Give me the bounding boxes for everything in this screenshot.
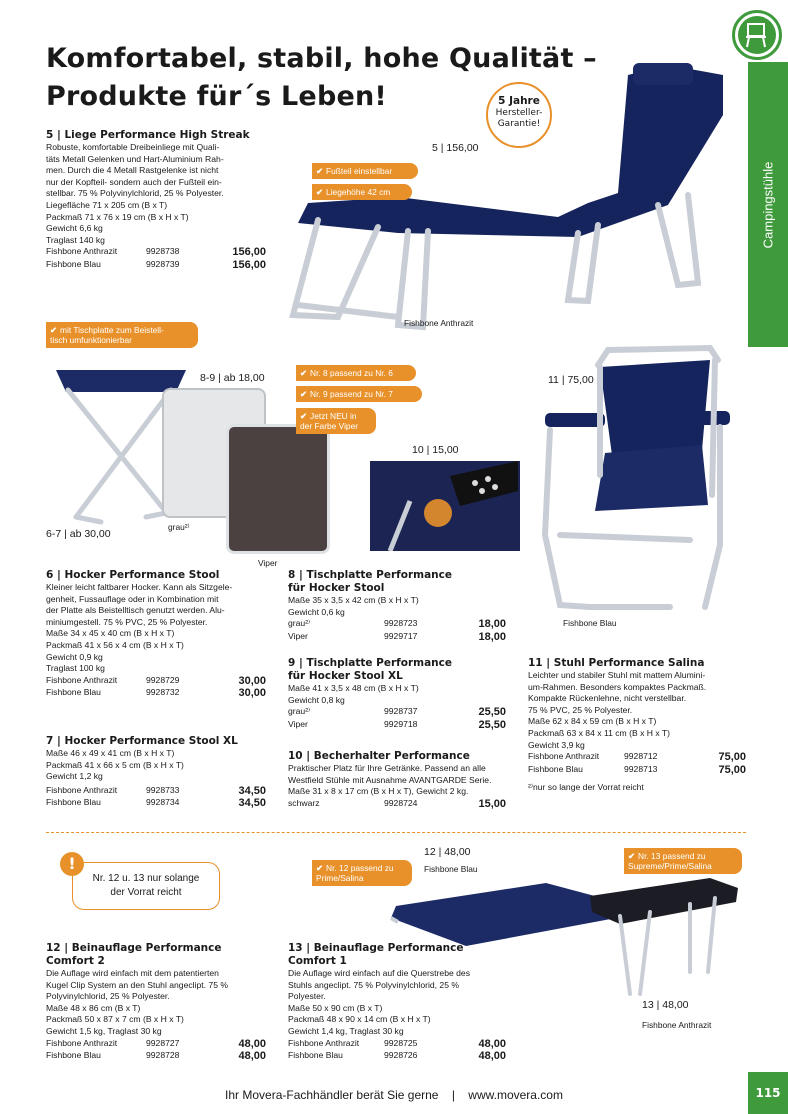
product-13-block	[288, 942, 506, 1063]
price-8-9: 8-9 | ab 18,00	[200, 372, 265, 384]
variant: Fishbone Blau	[46, 687, 101, 698]
variant: Fishbone Anthrazit	[528, 751, 600, 762]
variant: Fishbone Blau	[46, 1050, 101, 1061]
price: 15,00	[478, 797, 506, 810]
desc-line: täts Metall Gelenken und Hart-Aluminium Rah-	[46, 153, 224, 164]
spec-line: Traglast 100 kg	[46, 663, 105, 674]
price: 75,00	[718, 763, 746, 776]
desc-line: men. Durch die 4 Metall Rastgelenke ist nicht	[46, 165, 219, 176]
check-icon: ✔	[50, 325, 58, 335]
footer-text: Ihr Movera-Fachhändler berät Sie gerne	[225, 1088, 439, 1102]
variant: Fishbone Blau	[46, 797, 101, 808]
headline-line-1: Komfortabel, stabil, hohe Qualität –	[46, 43, 597, 74]
tag-text: Nr. 8 passend zu Nr. 6	[310, 368, 393, 378]
product-5-price-label: 5 | 156,00	[432, 142, 479, 154]
article-no: 9928739	[146, 258, 180, 269]
table-row	[288, 719, 506, 732]
table-row	[288, 1050, 506, 1063]
product-9-block	[288, 657, 506, 731]
article-no: 9928737	[384, 706, 418, 717]
tag-nr9	[296, 386, 422, 402]
legrest-13-image	[590, 876, 740, 1001]
price: 48,00	[478, 1037, 506, 1050]
article-no: 9928732	[146, 687, 180, 698]
table-row	[288, 618, 506, 631]
table-row	[46, 785, 266, 798]
table-row	[46, 259, 266, 272]
desc-line: Polyvinylchlorid, 25 % Polyester.	[46, 991, 170, 1002]
cupholder-image	[370, 461, 520, 551]
article-no: 9928734	[146, 797, 180, 808]
article-no: 9928728	[146, 1050, 180, 1061]
spec-line: Maße 46 x 49 x 41 cm (B x H x T)	[46, 748, 175, 758]
price: 75,00	[718, 751, 746, 764]
spec-line: Packmaß 71 x 76 x 19 cm (B x H x T)	[46, 211, 189, 222]
tag-text: Prime/Salina	[316, 873, 364, 883]
product-5-title: 5 | Liege Performance High Streak	[46, 129, 250, 141]
page-number: 115	[748, 1072, 788, 1114]
notice-line-2: der Vorrat reicht	[110, 887, 182, 898]
table-row	[288, 631, 506, 644]
desc-line: Maße 31 x 8 x 17 cm (B x H x T), Gewicht 2 kg.	[288, 786, 469, 797]
tag-nr8	[296, 365, 416, 381]
check-icon: ✔	[300, 368, 308, 378]
product-5-caption: Fishbone Anthrazit	[404, 318, 474, 328]
price: 18,00	[478, 630, 506, 643]
check-icon: ✔	[316, 187, 324, 197]
price: 48,00	[478, 1050, 506, 1063]
product-11-block	[528, 657, 746, 794]
product-5-block	[46, 129, 266, 271]
category-side-tab[interactable]	[748, 62, 788, 347]
desc-line: Polyester.	[288, 991, 326, 1002]
desc-line: Leichter und stabiler Stuhl mit mattem Alumini-	[528, 670, 706, 680]
desc-line: Kleiner leicht faltbarer Hocker. Kann als Sitzgele-	[46, 582, 233, 592]
warranty-title: 5 Jahre	[498, 95, 540, 107]
price: 34,50	[238, 797, 266, 810]
stock-notice	[72, 862, 220, 910]
chair-logo-icon	[732, 10, 782, 60]
spec-line: Gewicht 0,6 kg	[288, 606, 345, 617]
variant: Fishbone Anthrazit	[288, 1037, 360, 1048]
desc-line: genheit, Fussauflage oder in Kombination mit	[46, 593, 219, 604]
article-no: 9928733	[146, 784, 180, 795]
table-row	[46, 675, 266, 688]
price: 48,00	[238, 1037, 266, 1050]
table-row	[46, 1050, 266, 1063]
tag-text: Liegehöhe 42 cm	[326, 187, 391, 197]
desc-line: miniumgestell. 75 % PVC, 25 % Polyester.	[46, 616, 208, 627]
desc-line: Robuste, komfortable Dreibeinliege mit Quali-	[46, 142, 220, 152]
article-no: 9928729	[146, 674, 180, 685]
price-10: 10 | 15,00	[412, 444, 459, 456]
product-9-title: 9 | Tischplatte Performance	[288, 657, 452, 669]
table-row	[288, 706, 506, 719]
warranty-line-2: Hersteller-	[495, 108, 543, 118]
variant: Fishbone Blau	[288, 1050, 343, 1061]
page-footer	[0, 1088, 788, 1102]
product-12-caption: Fishbone Blau	[424, 864, 478, 874]
spec-line: Packmaß 41 x 56 x 4 cm (B x H x T)	[46, 639, 184, 650]
article-no: 9928713	[624, 763, 658, 774]
footer-separator: |	[451, 1088, 455, 1102]
product-8-block	[288, 569, 506, 643]
variant: grau²⁾	[288, 706, 311, 717]
tag-text: Nr. 9 passend zu Nr. 7	[310, 389, 393, 399]
product-10-block	[288, 750, 506, 810]
tag-text: Supreme/Prime/Salina	[628, 861, 712, 871]
spec-line: Maße 48 x 86 cm (B x T)	[46, 1002, 141, 1013]
spec-line: Traglast 140 kg	[46, 234, 105, 245]
warranty-line-3: Garantie!	[497, 119, 541, 129]
article-no: 9929717	[384, 630, 418, 641]
spec-line: Gewicht 0,8 kg	[288, 694, 345, 705]
notice-line-1: Nr. 12 u. 13 nur solange	[92, 873, 200, 884]
caption-grau: grau²⁾	[168, 522, 190, 532]
table-row	[46, 1038, 266, 1051]
product-7-block	[46, 735, 266, 810]
desc-line: nur der Kopfteil- sondern auch der Fußteil ein-	[46, 176, 222, 187]
spec-line: Packmaß 41 x 66 x 5 cm (B x H x T)	[46, 759, 184, 770]
price-6-7: 6-7 | ab 30,00	[46, 528, 111, 540]
desc-line: Kugel Clip System an den Stuhl angeclipt. 75 %	[46, 979, 229, 990]
check-icon: ✔	[300, 411, 308, 421]
footer-url-link[interactable]: www.movera.com	[468, 1088, 563, 1102]
article-no: 9928738	[146, 246, 180, 257]
product-5-desc	[46, 142, 266, 246]
category-label: Campingstühle	[760, 161, 776, 248]
tag-text: Jetzt NEU in	[310, 411, 357, 421]
desc-line: der Platte als Beistelltisch genutzt werden. Alu-	[46, 605, 225, 616]
table-top-viper-image	[226, 424, 330, 554]
spec-line: Gewicht 0,9 kg	[46, 651, 103, 662]
table-row	[288, 1038, 506, 1051]
variant: schwarz	[288, 797, 320, 808]
tag-text: tisch umfunktionierbar	[50, 335, 132, 345]
product-6-block	[46, 569, 266, 700]
variant: Fishbone Blau	[528, 763, 583, 774]
article-no: 9928727	[146, 1037, 180, 1048]
tag-tischplatte	[46, 322, 198, 348]
variant: Viper	[288, 630, 308, 641]
table-row	[528, 751, 746, 764]
spec-line: Gewicht 6,6 kg	[46, 223, 103, 234]
table-row	[46, 687, 266, 700]
spec-line: Maße 34 x 45 x 40 cm (B x H x T)	[46, 628, 175, 639]
product-11-title: 11 | Stuhl Performance Salina	[528, 657, 705, 669]
product-13-price-label: 13 | 48,00	[642, 999, 689, 1011]
product-8-title-2: für Hocker Stool	[288, 582, 385, 594]
price: 48,00	[238, 1050, 266, 1063]
warning-icon: !	[60, 852, 84, 876]
price: 25,50	[478, 718, 506, 731]
spec-line: Liegefläche 71 x 205 cm (B x T)	[46, 199, 168, 210]
desc-line: um-Rahmen. Besonders kompaktes Packmaß.	[528, 681, 707, 692]
spec-line: Gewicht 1,5 kg, Traglast 30 kg	[46, 1025, 162, 1036]
desc-line: Die Auflage wird einfach auf die Querstrebe des	[288, 968, 471, 978]
check-icon: ✔	[316, 166, 324, 176]
spec-line: Packmaß 48 x 90 x 14 cm (B x H x T)	[288, 1014, 431, 1025]
article-no: 9928726	[384, 1050, 418, 1061]
spec-line: Maße 35 x 3,5 x 42 cm (B x H x T)	[288, 595, 419, 605]
product-13-caption: Fishbone Anthrazit	[642, 1020, 712, 1030]
tag-text: Nr. 12 passend zu	[326, 863, 394, 873]
tag-text: der Farbe Viper	[300, 421, 359, 431]
price: 25,50	[478, 706, 506, 719]
spec-line: Maße 62 x 84 x 59 cm (B x H x T)	[528, 716, 657, 727]
price: 156,00	[232, 246, 266, 259]
stock-note: ²⁾nur so lange der Vorrat reicht	[528, 782, 644, 793]
spec-line: Gewicht 1,2 kg	[46, 771, 103, 782]
tag-text: mit Tischplatte zum Beistell-	[60, 325, 164, 335]
article-no: 9928723	[384, 618, 418, 629]
article-no: 9928725	[384, 1037, 418, 1048]
tag-liegehoehe	[312, 184, 412, 200]
caption-viper: Viper	[258, 558, 278, 568]
variant: Fishbone Anthrazit	[46, 1037, 118, 1048]
spec-line: Packmaß 50 x 87 x 7 cm (B x H x T)	[46, 1014, 184, 1025]
desc-line: 75 % PVC, 25 % Polyester.	[528, 704, 633, 715]
tag-text: Fußteil einstellbar	[326, 166, 393, 176]
article-no: 9929718	[384, 718, 418, 729]
check-icon: ✔	[316, 863, 324, 873]
spec-line: Maße 50 x 90 cm (B x T)	[288, 1002, 383, 1013]
product-13-title: 13 | Beinauflage Performance Comfort 1	[288, 942, 464, 967]
price: 30,00	[238, 687, 266, 700]
product-12-title: 12 | Beinauflage Performance Comfort 2	[46, 942, 222, 967]
spec-line: Maße 41 x 3,5 x 48 cm (B x H x T)	[288, 683, 419, 693]
product-12-block	[46, 942, 266, 1063]
tag-text: Nr. 13 passend zu	[638, 851, 706, 861]
spec-line: Packmaß 63 x 84 x 11 cm (B x H x T)	[528, 727, 670, 738]
section-divider	[46, 832, 746, 833]
table-row	[46, 246, 266, 259]
price: 30,00	[238, 674, 266, 687]
product-12-price-label: 12 | 48,00	[424, 846, 471, 858]
check-icon: ✔	[628, 851, 636, 861]
article-no: 9928712	[624, 751, 658, 762]
product-7-title: 7 | Hocker Performance Stool XL	[46, 735, 238, 747]
spec-line: Gewicht 3,9 kg	[528, 739, 585, 750]
spec-line: Gewicht 1,4 kg, Traglast 30 kg	[288, 1025, 404, 1036]
headline-line-2: Produkte für´s Leben!	[46, 81, 387, 112]
desc-line: Die Auflage wird einfach mit dem patentierten	[46, 968, 219, 978]
desc-line: Praktischer Platz für Ihre Getränke. Passend an alle	[288, 763, 486, 773]
table-row	[528, 764, 746, 777]
tag-fussteil	[312, 163, 418, 179]
chair-11-image	[530, 345, 740, 615]
caption-11: Fishbone Blau	[563, 618, 617, 628]
desc-line: stellbar. 75 % Polyvinylchlorid, 25 % Polyester.	[46, 188, 224, 199]
product-6-title: 6 | Hocker Performance Stool	[46, 569, 220, 581]
price: 18,00	[478, 618, 506, 631]
tag-nr13	[624, 848, 742, 874]
price: 156,00	[232, 258, 266, 271]
price-11: 11 | 75,00	[548, 374, 594, 386]
product-8-title: 8 | Tischplatte Performance	[288, 569, 452, 581]
table-row	[46, 797, 266, 810]
check-icon: ✔	[300, 389, 308, 399]
variant: Viper	[288, 718, 308, 729]
desc-line: Stuhls angeclipt. 75 % Polyvinylchlorid, 25 %	[288, 979, 460, 990]
product-9-title-2: für Hocker Stool XL	[288, 670, 403, 682]
variant: grau²⁾	[288, 618, 311, 629]
desc-line: Westfield Stühle mit Ausnahme AVANTGARDE Serie.	[288, 774, 492, 785]
variant: Fishbone Blau	[46, 258, 101, 269]
tag-neu-viper	[296, 408, 376, 434]
desc-line: Kompakte Rückenlehne, nicht verstellbar.	[528, 693, 687, 704]
table-row	[288, 798, 506, 811]
article-no: 9928724	[384, 797, 418, 808]
product-10-title: 10 | Becherhalter Performance	[288, 750, 470, 762]
lounger-image	[278, 55, 728, 345]
variant: Fishbone Anthrazit	[46, 784, 118, 795]
variant: Fishbone Anthrazit	[46, 246, 118, 257]
variant: Fishbone Anthrazit	[46, 674, 118, 685]
price: 34,50	[238, 784, 266, 797]
